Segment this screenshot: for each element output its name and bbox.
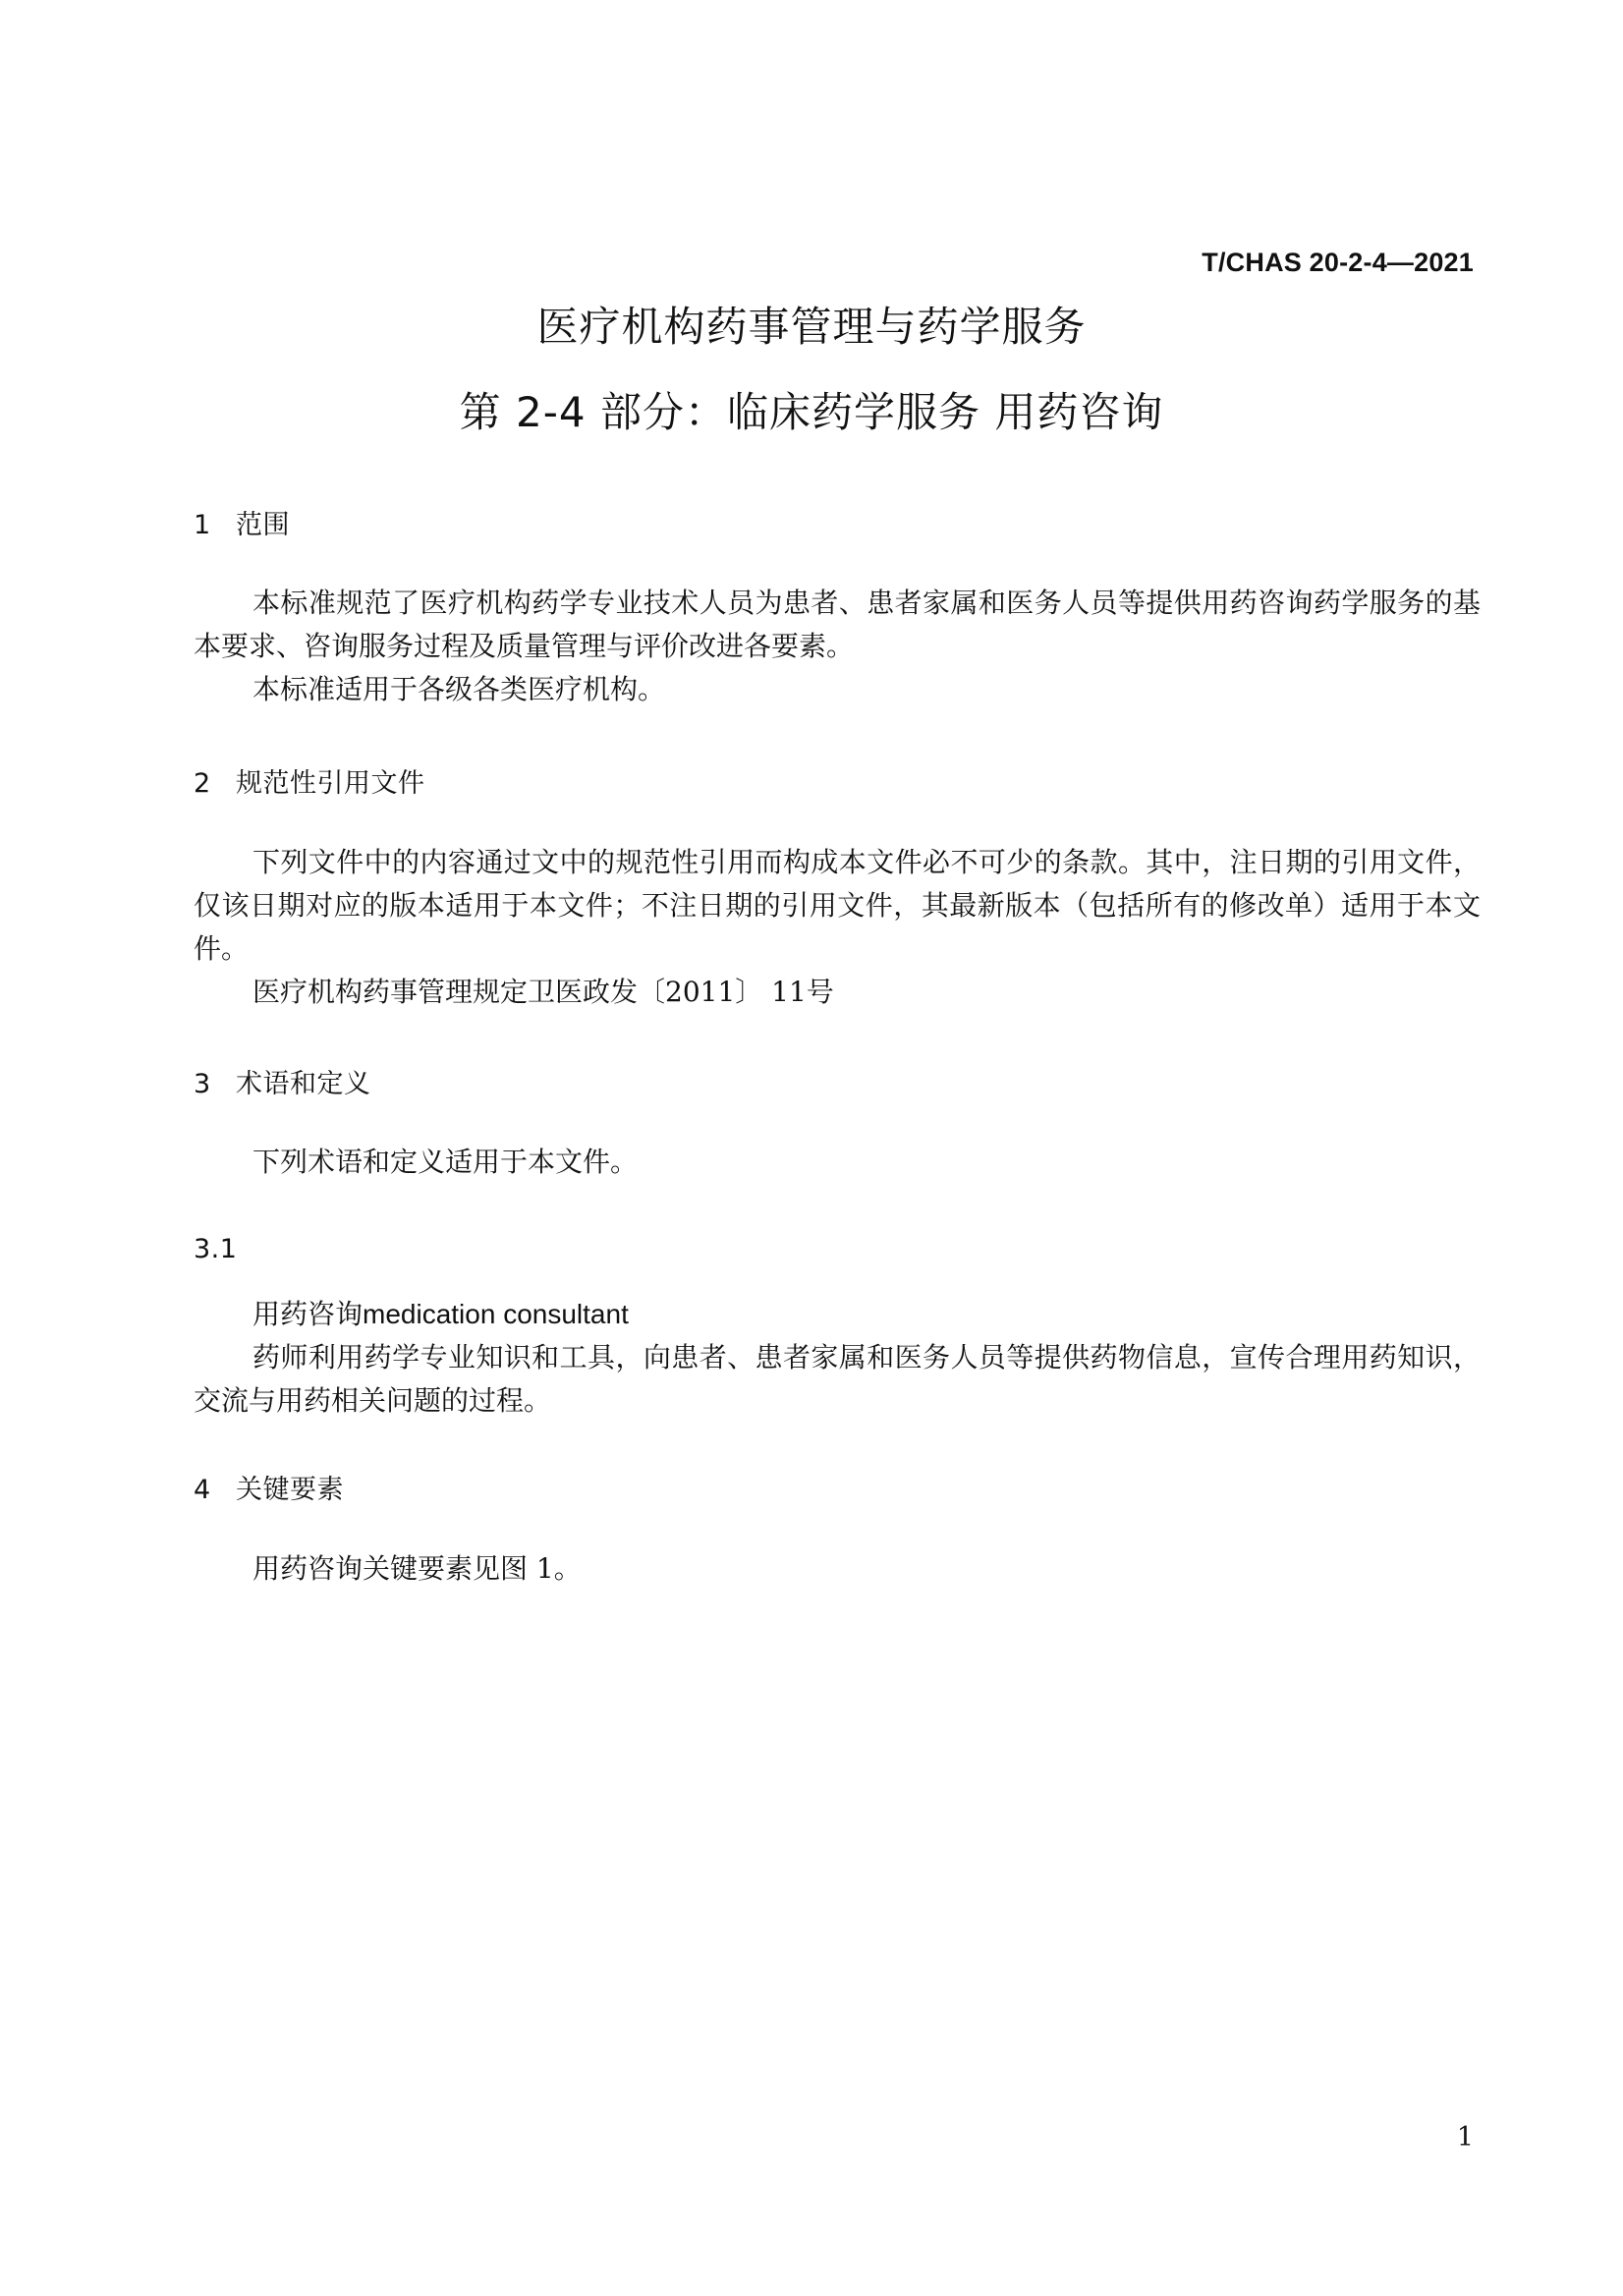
section-3-paragraph-1: 下列术语和定义适用于本文件。 — [252, 1146, 639, 1178]
section-1-paragraph-2: 本标准适用于各级各类医疗机构。 — [252, 673, 666, 705]
term-definition: 药师利用药学专业知识和工具，向患者、患者家属和医务人员等提供药物信息，宣传合理用药知识，交流与用药相关问题的过程。 — [194, 1341, 1481, 1417]
document-code: T/CHAS 20-2-4—2021 — [1202, 248, 1474, 277]
section-number: 4 — [194, 1475, 211, 1505]
section-number: 2 — [194, 768, 211, 799]
section-1-paragraph-1: 本标准规范了医疗机构药学专业技术人员为患者、患者家属和医务人员等提供用药咨询药学服务的基本要求、咨询服务过程及质量管理与评价改进各要素。 — [194, 587, 1481, 662]
normative-reference: 医疗机构药事管理规定卫医政发〔2011〕 11号 — [252, 976, 834, 1008]
term-english: medication consultant — [363, 1299, 629, 1329]
section-2-paragraph-1: 下列文件中的内容通过文中的规范性引用而构成本文件必不可少的条款。其中，注日期的引用文件，仅该日期对应的版本适用于本文件；不注日期的引用文件，其最新版本（包括所有的修改单）适用于本文件。 — [194, 846, 1481, 965]
section-title: 术语和定义 — [236, 1069, 371, 1099]
term-entry — [252, 1293, 629, 1336]
section-number: 1 — [194, 510, 211, 540]
section-3-heading — [194, 1062, 371, 1100]
section-4-paragraph-1: 用药咨询关键要素见图 1。 — [252, 1552, 582, 1585]
section-1-heading — [194, 503, 290, 541]
document-subtitle: 第 2-4 部分：临床药学服务 用药咨询 — [459, 388, 1164, 436]
section-3-1-heading: 3.1 — [194, 1234, 238, 1264]
section-2-heading — [194, 761, 425, 800]
section-number: 3 — [194, 1069, 211, 1099]
section-title: 关键要素 — [236, 1475, 344, 1505]
document-title: 医疗机构药事管理与药学服务 — [536, 303, 1087, 351]
term-chinese: 用药咨询 — [252, 1298, 364, 1330]
section-title: 范围 — [236, 510, 290, 540]
section-title: 规范性引用文件 — [236, 768, 425, 799]
page-number: 1 — [1456, 2122, 1474, 2153]
section-4-heading — [194, 1468, 344, 1506]
